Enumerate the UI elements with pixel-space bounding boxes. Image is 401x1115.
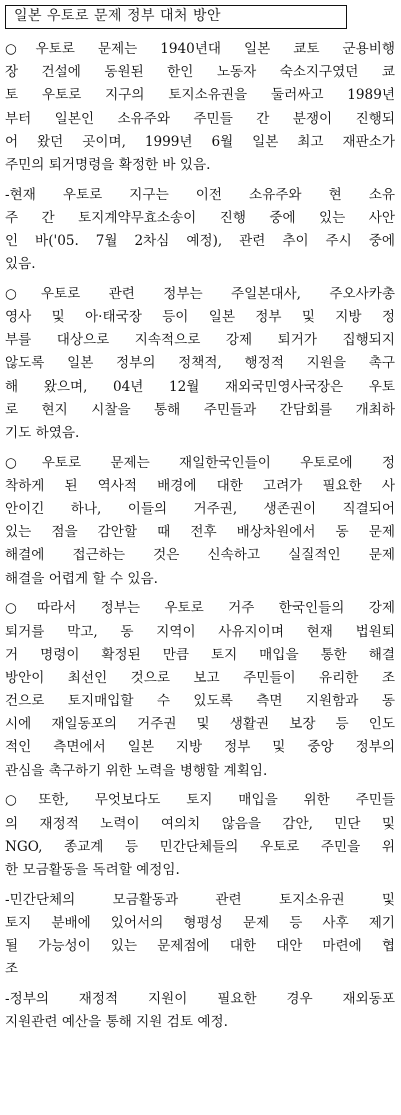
document-title: 일본 우토로 문제 정부 대처 방안	[5, 5, 347, 29]
paragraph-plan	[5, 597, 395, 783]
text-line: 해 왔으며, 04년 12월 재외국민영사국장은 우토	[5, 378, 395, 395]
text-line: 적인 측면에서 일본 지방 정부 및 중앙 정부의	[5, 739, 395, 756]
text-line: -민간단체의 모금활동과 관련 토지소유권 및	[5, 891, 395, 908]
text-line: 주민의 퇴거명령을 확정한 바 있음.	[5, 156, 211, 173]
text-line: 로 현지 시찰을 통해 주민들과 간담회를 개최하	[5, 401, 395, 418]
text-line: 부를 대상으로 지속적으로 강제 퇴거가 집행되지	[5, 332, 395, 349]
paragraph-current-status	[5, 184, 395, 277]
text-line: NGO, 종교계 등 민간단체들의 우토로 주민을 위	[5, 838, 395, 855]
text-line: 방안이 최선인 것으로 보고 주민들이 유리한 조	[5, 669, 395, 686]
text-line: -현재 우토로 지구는 이전 소유주와 현 소유	[5, 186, 395, 203]
text-line: ○우토로 문제는 재일한국인들이 우토로에 정	[5, 454, 395, 471]
text-line: 있음.	[5, 256, 36, 273]
text-line: 관심을 촉구하기 위한 노력을 병행할 계획임.	[5, 762, 268, 779]
text-line: 있는 점을 감안할 때 전후 배상차원에서 동 문제	[5, 524, 395, 541]
text-line: ○또한, 무엇보다도 토지 매입을 위한 주민들	[5, 792, 395, 809]
text-line: 장 건설에 동원된 한인 노동자 숙소지구였던 쿄	[5, 64, 395, 81]
text-line: 착하게 된 역사적 배경에 대한 고려가 필요한 사	[5, 477, 395, 494]
paragraph-financial-support	[5, 988, 395, 1034]
text-line: -정부의 재정적 지원이 필요한 경우 재외동포	[5, 990, 395, 1007]
text-line: 영사 및 아·태국장 등이 일본 정부 및 지방 정	[5, 309, 395, 326]
text-line: 시에 재일동포의 거주권 및 생활권 보장 등 인도	[5, 716, 395, 733]
document-body	[5, 38, 395, 1041]
text-line: 건으로 토지매입할 수 있도록 측면 지원함과 동	[5, 693, 395, 710]
text-line: 한 모금활동을 독려할 예정임.	[5, 861, 180, 878]
text-line: 기도 하였음.	[5, 425, 80, 441]
text-line: 지원관련 예산을 통해 지원 검토 예정.	[5, 1014, 228, 1030]
text-line: 퇴거를 막고, 동 지역이 사유지이며 현재 법원퇴	[5, 623, 395, 640]
text-line: 부터 일본인 소유주와 주민들 간 분쟁이 진행되	[5, 110, 395, 127]
text-line: ○따라서 정부는 우토로 거주 한국인들의 강제	[5, 600, 395, 617]
text-line: 안이긴 하나, 이들의 거주권, 생존권이 직결되어	[5, 501, 395, 518]
text-line: ○우토로 관련 정부는 주일본대사, 주오사카총	[5, 285, 395, 302]
text-line: 해결을 어렵게 할 수 있음.	[5, 570, 158, 587]
paragraph-background	[5, 38, 395, 177]
text-line: 토 우토로 지구의 토지소유권을 둘러싸고 1989년	[5, 87, 395, 104]
text-line: 어 왔던 곳이며, 1999년 6월 일본 최고 재판소가	[5, 133, 395, 150]
paragraph-fundraising	[5, 789, 395, 882]
paragraph-government-actions	[5, 283, 395, 445]
text-line: 해결에 접근하는 것은 신속하고 실질적인 문제	[5, 547, 395, 564]
text-line: 인 바('05. 7월 2차심 예정), 관련 추이 주시 중에	[5, 233, 395, 249]
text-line: 토지 분배에 있어서의 형평성 문제 등 사후 제기	[5, 914, 395, 931]
paragraph-considerations	[5, 452, 395, 591]
text-line: 조	[5, 961, 19, 978]
text-line: 거 명령이 확정된 만큼 토지 매입을 통한 해결	[5, 646, 395, 663]
paragraph-civil-groups	[5, 889, 395, 982]
text-line: 주 간 토지계약무효소송이 진행 중에 있는 사안	[5, 209, 395, 226]
text-line: 될 가능성이 있는 문제점에 대한 대안 마련에 협	[5, 937, 395, 954]
text-line: 의 재정적 노력이 여의치 않음을 감안, 민단 및	[5, 815, 395, 832]
text-line: 않도록 일본 정부의 정책적, 행정적 지원을 촉구	[5, 355, 395, 372]
text-line: ○우토로 문제는 1940년대 일본 쿄토 군용비행	[5, 41, 395, 57]
